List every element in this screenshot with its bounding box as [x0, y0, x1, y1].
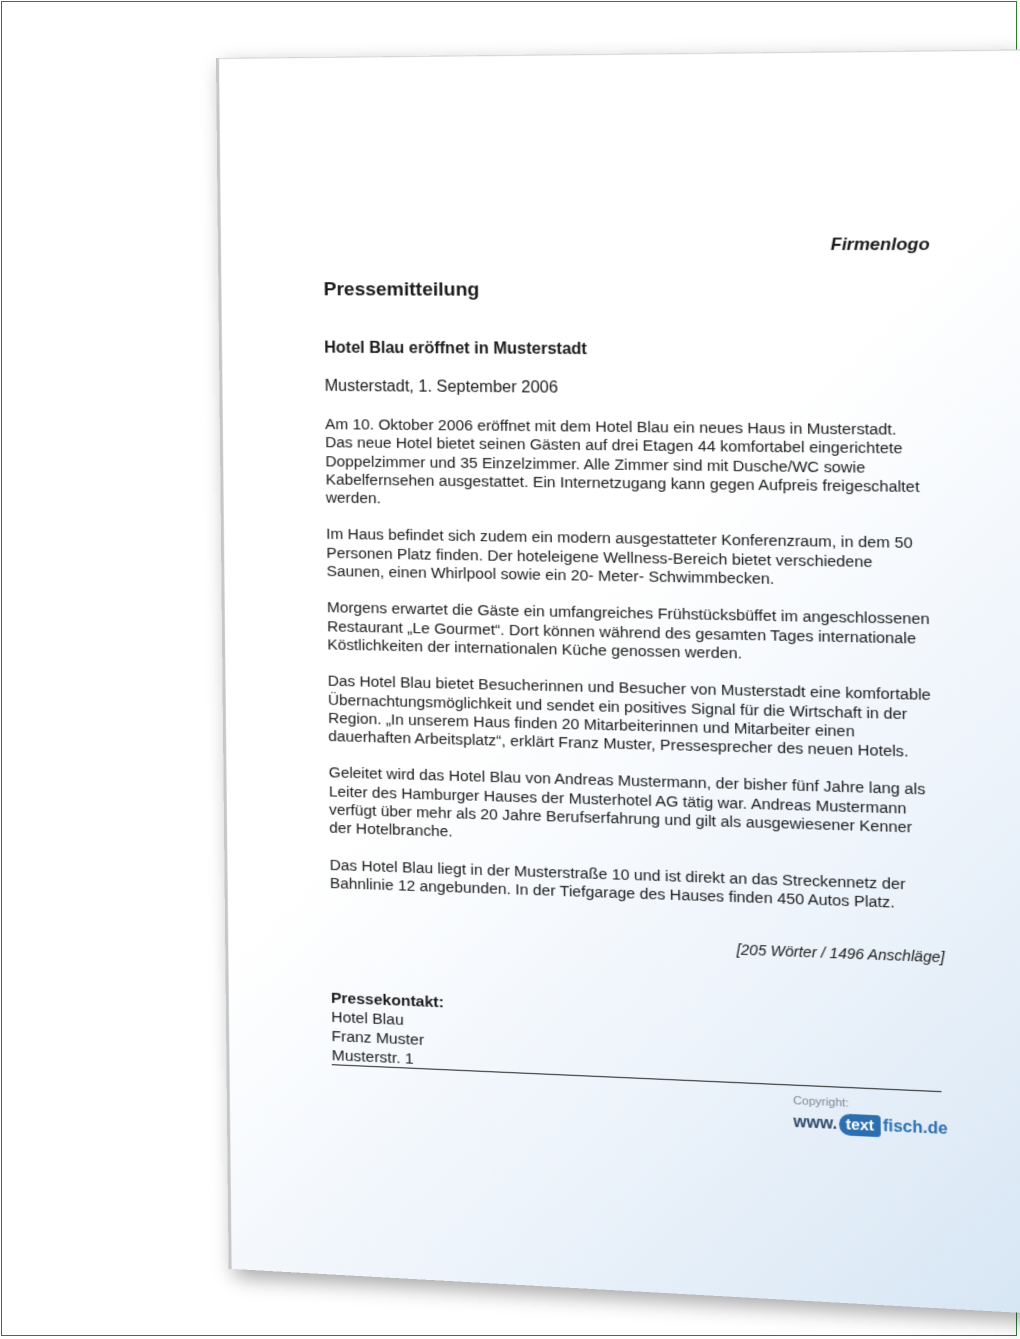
brand-suffix: fisch.de	[882, 1117, 948, 1138]
paragraph-opening: Am 10. Oktober 2006 eröffnet mit dem Hotel Blau ein neues Haus in Musterstadt. Das neue Hotel bietet seinen Gästen auf drei Etagen 44 komfortabel eingerichtete Doppelzimmer und 35 Einzelzimmer. Alle Zimmer sind mit Dusche/WC sowie Kabelfernsehen ausgestattet. Ein Internetzugang kann gegen Aufpreis freigeschaltet werden.	[324, 416, 920, 508]
press-headline: Hotel Blau eröffnet in Musterstadt	[324, 339, 587, 359]
fish-icon: text	[839, 1114, 881, 1138]
paragraph-location: Das Hotel Blau liegt in der Musterstraße 10 und ist direkt an das Streckennetz der Bahnlinie 12 angebunden. In der Tiefgarage des Hauses finden 450 Autos Platz.	[329, 856, 906, 912]
word-count: [205 Wörter / 1496 Anschläge]	[736, 942, 945, 967]
paragraph-restaurant: Morgens erwartet die Gäste ein umfangreiches Frühstücksbüffet im angeschlossenen Restaurant „Le Gourmet“. Dort können während des gesamten Tages internationale Köstlichkeiten der internationalen Küche genossen werden.	[326, 599, 930, 663]
logo-placeholder: Firmenlogo	[830, 234, 930, 255]
press-contact	[331, 989, 445, 1071]
paragraph-management: Geleitet wird das Hotel Blau von Andreas Mustermann, der bisher fünf Jahre lang als Leiter des Hamburger Hauses der Musterhotel AG tätig war. Andreas Mustermann verfügt über mehr als 20 Jahre Berufserfahrung und gilt als ausgewiesener Kenner der Hotelbranche.	[328, 764, 926, 841]
press-contact-line: Hotel Blau	[331, 1008, 404, 1029]
copyright-block	[793, 1095, 954, 1141]
paragraph-facilities: Im Haus befindet sich zudem ein modern ausgestatteter Konferenzraum, in dem 50 Personen Platz finden. Der hoteleigene Wellness-Bereich bietet verschiedene Saunen, einen Whirlpool sowie ein 20- Meter- Schwimmbecken.	[326, 526, 913, 589]
paragraph-region: Das Hotel Blau bietet Besucherinnen und Besucher von Musterstadt eine komfortable Übernachtungsmöglichkeit und sendet ein positives Signal für die Wirtschaft in der Region. „In unserem Haus finden 20 Mitarbeiterinnen und Mitarbeiter einen dauerhaften Arbeitsplatz“, erklärt Franz Muster, Pressesprecher des neuen Hotels.	[327, 672, 931, 761]
copyright-label: Copyright:	[793, 1094, 849, 1110]
dateline: Musterstadt, 1. September 2006	[324, 377, 559, 397]
document-sheet	[216, 50, 1020, 1314]
press-contact-label: Pressekontakt:	[330, 989, 444, 1012]
page-title: Pressemitteilung	[323, 279, 480, 301]
press-body	[325, 416, 934, 933]
press-contact-line: Musterstr. 1	[331, 1047, 414, 1068]
textfisch-logo	[793, 1111, 954, 1140]
brand-prefix: www.	[793, 1112, 838, 1133]
press-contact-line: Franz Muster	[331, 1027, 425, 1050]
footer-divider	[332, 1064, 942, 1092]
